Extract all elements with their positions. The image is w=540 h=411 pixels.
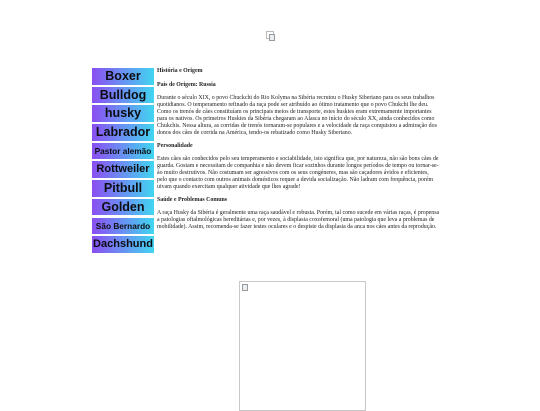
- article-content: [157, 68, 440, 231]
- broken-image-icon: [269, 34, 275, 41]
- health-paragraph: A raça Husky da Sibéria é geralmente uma raça saudável e robusta. Porém, tal como sucede em várias raças, é propensa a patologias oftalmológicas hereditárias e, por vezes, à displasia coxofemoral (uma patologia que leva a problemas de mobilidade). Assim, recomenda-se fazer testes oculares e o despiste da displasia da anca nos cães antes da reprodução.: [157, 210, 440, 230]
- breed-nav: [92, 68, 154, 255]
- nav-button-boxer[interactable]: Boxer: [92, 68, 154, 85]
- nav-button-sao-bernardo[interactable]: São Bernardo: [92, 218, 154, 235]
- nav-button-dachshund[interactable]: Dachshund: [92, 236, 154, 253]
- nav-button-golden[interactable]: Golden: [92, 199, 154, 216]
- nav-button-pastor-alemao[interactable]: Pastor alemão: [92, 143, 154, 160]
- country-heading: País de Origem: Russia: [157, 82, 216, 88]
- broken-image-icon: [242, 284, 248, 291]
- personality-paragraph: Estes cães são conhecidos pelo seu temperamento e sociabilidade, isto significa que, por natureza, não são bons cães de guarda. Gostam e necessitam de companhia e não devem ficar sozinhos durante longos períodos de tempo ou tornar-se-ão muito destrutivos. Não costumam ser agressivos com os seus congéneres, mas são caçadores ávidos e eficientes, pelo que o contacto com outros animais domésticos requer a devida socialização. Não ladram com frequência, porém uivam quando exercitam qualquer atividade que lhes agrade!: [157, 156, 439, 190]
- nav-button-bulldog[interactable]: Bulldog: [92, 87, 154, 104]
- health-heading: Saúde e Problemas Comuns: [157, 197, 228, 203]
- nav-button-rottweiler[interactable]: Rottweiler: [92, 161, 154, 178]
- nav-button-labrador[interactable]: Labrador: [92, 124, 154, 141]
- history-paragraph: Durante o século XIX, o povo Chuckchi do Rio Kolyma na Sibéria recrutou o Husky Siberiano para os seus trabalhos quotidianos. O temperamento refinado da raça pode ser atribuído ao ótimo tratamento que o povo Chukchi lhe deu. Como os trenós de cães constituíam os principais meios de transporte, estes huskies eram extremamente importantes para os nativos. Os primeiros Huskies da Sibéria chegaram ao Alasca no início do século XX, ainda conhecidos como Chukchis. Nessa altura, as corridas de trenós tornaram-se populares e a velocidade da raça conquistou a admiração dos donos dos cães de corrida na América, tendo-os rebatizado como Husky Siberiano.: [157, 95, 437, 136]
- nav-button-pitbull[interactable]: Pitbull: [92, 180, 154, 197]
- nav-button-husky[interactable]: husky: [92, 105, 154, 122]
- history-heading: História e Origem: [157, 68, 203, 74]
- husky-image-placeholder: [239, 281, 366, 411]
- banner-image-placeholder: [266, 31, 274, 39]
- personality-heading: Personalidade: [157, 143, 193, 149]
